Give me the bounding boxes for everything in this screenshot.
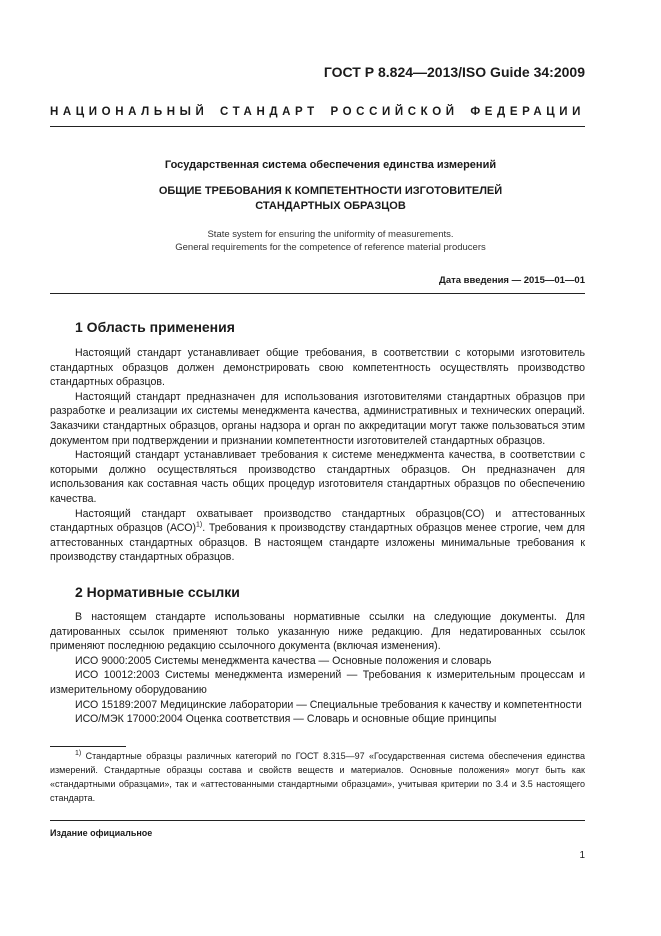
footer-divider — [50, 820, 585, 821]
section-1-paragraph: Настоящий стандарт устанавливает требования к системе менеджмента качества, в соответствии с которыми должно осуществляться производство стандартных образцов. Он предназначен для использования как составная часть общих процедур изготовителя стандартных образцов по обеспечению качества. — [50, 449, 585, 505]
footnote-separator — [50, 746, 126, 747]
section-1-paragraph: Настоящий стандарт устанавливает общие требования, в соответствии с которыми изготовитель стандартных образцов должен демонстрировать свою компетентность осуществлять производство стандартных образцов. — [50, 347, 585, 389]
paragraph-text: Настоящий стандарт охватывает производство стандартных образцов(СО) и аттестованных стандартных образцов (АСО) — [50, 507, 585, 535]
section-1-paragraph — [50, 507, 585, 565]
section-1-heading: 1 Область применения — [75, 319, 235, 335]
english-title-line-2: General requirements for the competence of reference material producers — [175, 242, 486, 253]
footnote-text — [50, 749, 585, 805]
footnote-body: Стандартные образцы различных категорий по ГОСТ 8.315—97 «Государственная система обеспечения единства измерений. Стандартные образцы состава и свойств веществ и материалов. Основные положения» могут быть как «стандартными образцами», так и «аттестованными стандартными образцами», учитывая критерии по 3.4 и 3.5 настоящего стандарта. — [50, 751, 585, 803]
normative-reference: ИСО 10012:2003 Системы менеджмента измерений — Требования к измерительным процессам и измерительному оборудованию — [50, 669, 585, 696]
section-1-paragraph: Настоящий стандарт предназначен для использования изготовителями стандартных образцов при разработке и реализации их системы менеджмента качества, административных и технических операций. Заказчики стандартных образцов, органы надзора и орган по аккредитации могут также пользоваться этим документом при подтверждении и признании компетентности изготовителей стандартных образцов. — [50, 390, 585, 447]
normative-reference: ИСО 9000:2005 Системы менеджмента качества — Основные положения и словарь — [75, 654, 492, 667]
normative-reference: ИСО 15189:2007 Медицинские лаборатории — Специальные требования к качеству и компетентности — [75, 698, 582, 711]
section-1-body — [50, 346, 585, 565]
page-number: 1 — [579, 850, 585, 861]
section-2-body — [50, 610, 585, 727]
introduction-date: Дата введения — 2015—01—01 — [50, 275, 585, 294]
english-title-line-1: State system for ensuring the uniformity of measurements. — [207, 229, 454, 240]
section-2-heading: 2 Нормативные ссылки — [75, 584, 240, 600]
title-line-1: ОБЩИЕ ТРЕБОВАНИЯ К КОМПЕТЕНТНОСТИ ИЗГОТОВИТЕЛЕЙ — [158, 185, 503, 197]
system-subtitle: Государственная система обеспечения единства измерений — [164, 159, 497, 171]
footnote-reference[interactable]: 1) — [195, 521, 203, 529]
title-line-2: СТАНДАРТНЫХ ОБРАЗЦОВ — [255, 200, 406, 212]
normative-reference: ИСО/МЭК 17000:2004 Оценка соответствия — Словарь и основные общие принципы — [75, 713, 497, 726]
footnote-mark: 1) — [75, 750, 82, 757]
paragraph-text: . Требования к производству стандартных образцов менее строгие, чем для аттестованных стандартных образцов. В настоящем стандарте изложены минимальные требования к производству стандартных образцов. — [50, 522, 585, 564]
document-title — [0, 184, 661, 214]
edition-label: Издание официальное — [50, 828, 153, 838]
english-title — [0, 228, 661, 254]
document-code: ГОСТ Р 8.824—2013/ISO Guide 34:2009 — [323, 64, 585, 80]
section-2-paragraph: В настоящем стандарте использованы нормативные ссылки на следующие документы. Для датированных ссылок применяют только указанную ниже редакцию. Для недатированных ссылок применяют последнюю редакцию ссылочного документа (включая изменения). — [50, 611, 585, 653]
footnote — [50, 749, 585, 805]
national-standard-banner: НАЦИОНАЛЬНЫЙ СТАНДАРТ РОССИЙСКОЙ ФЕДЕРАЦИИ — [50, 106, 585, 127]
